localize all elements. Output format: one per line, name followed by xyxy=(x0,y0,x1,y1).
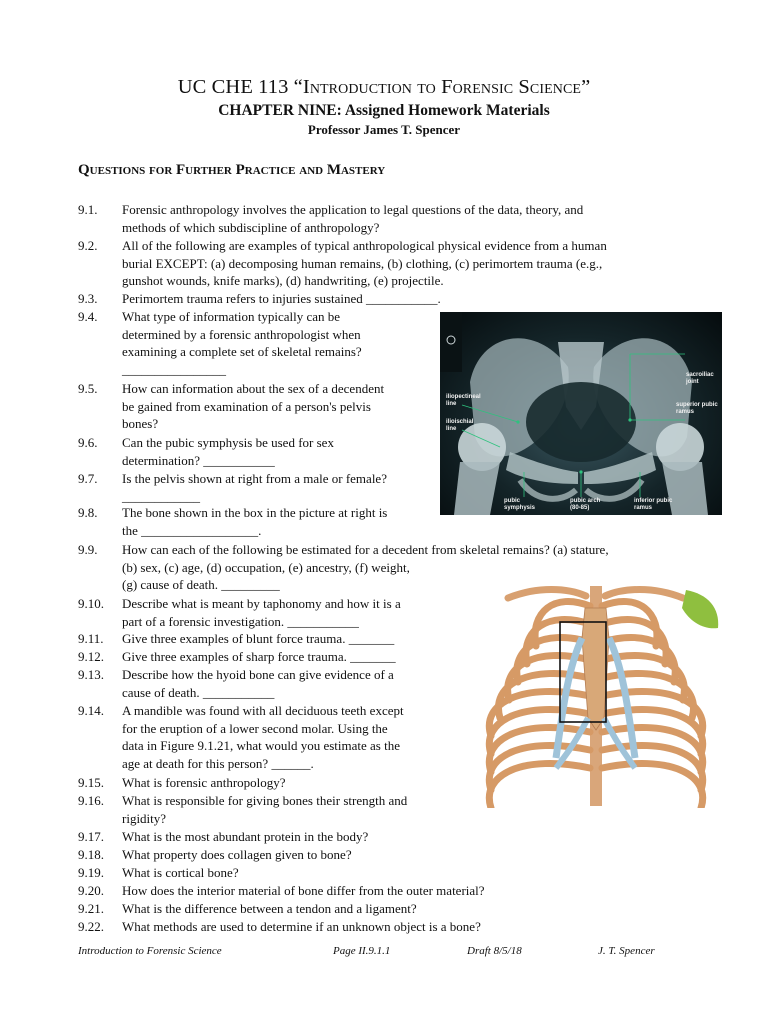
question-number: 9.20. xyxy=(78,883,104,898)
question-number: 9.14. xyxy=(78,703,104,718)
question-text xyxy=(122,666,394,701)
professor-name: Professor James T. Spencer xyxy=(307,122,461,137)
footer-draft-date: Draft 8/5/18 xyxy=(467,945,522,957)
question-line: Can the pubic symphysis be used for sex xyxy=(122,435,334,450)
footer-course: Introduction to Forensic Science xyxy=(78,945,222,957)
question-line: ____________ xyxy=(122,488,200,504)
question-line: A mandible was found with all deciduous teeth except xyxy=(122,703,404,718)
question-text xyxy=(122,595,401,630)
footer-page-number: Page II.9.1.1 xyxy=(333,945,391,957)
footer-author: J. T. Spencer xyxy=(598,945,655,957)
question-text xyxy=(122,774,286,792)
title-main: Introduction to Forensic Science xyxy=(302,76,582,98)
xray-label-sacroiliac: sacroiliac joint xyxy=(686,372,714,385)
question-line: (g) cause of death. _________ xyxy=(122,577,280,593)
question-line: What property does collagen given to bone? xyxy=(122,847,352,862)
xray-label-iliopectineal: iliopectineal line xyxy=(446,394,481,407)
question-number: 9.16. xyxy=(78,793,104,808)
question-number: 9.2. xyxy=(78,238,98,253)
ribcage-illustration xyxy=(468,578,723,808)
question-line: All of the following are examples of typical anthropological physical evidence from a human xyxy=(122,238,607,253)
question-line: Perimortem trauma refers to injuries sustained ___________. xyxy=(122,291,441,306)
question-line: data in Figure 9.1.21, what would you estimate as the xyxy=(122,738,401,754)
question-line: part of a forensic investigation. ___________ xyxy=(122,613,359,629)
question-number: 9.8. xyxy=(78,505,98,520)
page-footer xyxy=(0,945,768,959)
question-line: burial EXCEPT: (a) decomposing human remains, (b) clothing, (c) perimortem trauma (e.g., xyxy=(122,255,603,271)
question-text xyxy=(122,201,583,236)
question-number: 9.1. xyxy=(78,202,98,217)
chapter-subtitle: CHAPTER NINE: Assigned Homework Materials xyxy=(218,102,550,119)
question-line: bones? xyxy=(122,416,159,432)
question-line: (b) sex, (c) age, (d) occupation, (e) ancestry, (f) weight, xyxy=(122,559,410,575)
question-number: 9.3. xyxy=(78,291,98,306)
question-line: be gained from examination of a person's pelvis xyxy=(122,398,371,414)
question-text xyxy=(122,828,368,846)
title-prefix: UC CHE 113 “ xyxy=(177,76,303,98)
question-number: 9.21. xyxy=(78,901,104,916)
question-number: 9.9. xyxy=(78,542,98,557)
question-text xyxy=(122,648,396,666)
question-line: Give three examples of sharp force trauma. _______ xyxy=(122,649,396,664)
question-line: How can each of the following be estimated for a decedent from skeletal remains? (a) stature, xyxy=(122,542,609,557)
title-suffix: ” xyxy=(581,76,591,98)
question-line: methods of which subdiscipline of anthropology? xyxy=(122,219,380,235)
xray-label-ilioischial: ilioischial line xyxy=(446,419,474,432)
xray-label-inferior-pubic-ramus: inferior pubic ramus xyxy=(634,498,673,511)
question-text xyxy=(122,434,334,469)
xray-label-pubic-symphysis: pubic symphysis xyxy=(504,498,536,511)
question-text xyxy=(122,380,384,433)
question-number: 9.12. xyxy=(78,649,104,664)
question-text xyxy=(122,504,387,539)
question-line: Describe how the hyoid bone can give evidence of a xyxy=(122,667,394,682)
question-text xyxy=(122,792,407,827)
question-number: 9.17. xyxy=(78,829,104,844)
question-line: What type of information typically can be xyxy=(122,309,341,324)
question-line: age at death for this person? ______. xyxy=(122,755,314,771)
question-line: Give three examples of blunt force trauma. _______ xyxy=(122,631,395,646)
question-number: 9.22. xyxy=(78,919,104,934)
question-line: cause of death. ___________ xyxy=(122,684,275,700)
question-line: What is forensic anthropology? xyxy=(122,775,286,790)
question-line: Describe what is meant by taphonomy and how it is a xyxy=(122,596,401,611)
question-number: 9.15. xyxy=(78,775,104,790)
question-text xyxy=(122,237,607,290)
question-text xyxy=(122,702,404,772)
question-number: 9.5. xyxy=(78,381,98,396)
question-text xyxy=(122,864,239,882)
question-line: for the eruption of a lower second molar. Using the xyxy=(122,720,388,736)
question-text xyxy=(122,630,394,648)
question-line: rigidity? xyxy=(122,810,167,826)
question-line: the __________________. xyxy=(122,522,262,538)
question-text xyxy=(122,918,481,936)
question-line: How does the interior material of bone differ from the outer material? xyxy=(122,883,485,898)
question-number: 9.19. xyxy=(78,865,104,880)
question-line: gunshot wounds, knife marks), (d) handwriting, (e) projectile. xyxy=(122,273,444,289)
question-line: What is cortical bone? xyxy=(122,865,239,880)
question-line: How can information about the sex of a decendent xyxy=(122,381,385,396)
section-heading: Questions for Further Practice and Mastery xyxy=(78,162,386,178)
xray-label-superior-pubic-ramus: superior pubic ramus xyxy=(676,402,718,415)
question-line: The bone shown in the box in the picture at right is xyxy=(122,505,388,520)
question-line: What is the difference between a tendon and a ligament? xyxy=(122,901,417,916)
document-title xyxy=(0,76,768,99)
question-line: Is the pelvis shown at right from a male or female? xyxy=(122,471,387,486)
question-line: ________________ xyxy=(122,361,226,377)
question-line: What is the most abundant protein in the body? xyxy=(122,829,369,844)
question-text xyxy=(122,308,362,378)
question-text xyxy=(122,882,485,900)
xray-label-pubic-arch: pubic arch (80-85) xyxy=(570,498,601,511)
question-number: 9.13. xyxy=(78,667,104,682)
question-line: examining a complete set of skeletal remains? xyxy=(122,344,362,360)
question-text xyxy=(122,470,387,505)
question-text xyxy=(122,846,352,864)
question-line: determination? ___________ xyxy=(122,452,275,468)
question-line: determined by a forensic anthropologist when xyxy=(122,326,361,342)
pelvis-xray-image xyxy=(440,312,722,515)
question-number: 9.11. xyxy=(78,631,104,646)
question-line: What is responsible for giving bones their strength and xyxy=(122,793,408,808)
question-number: 9.4. xyxy=(78,309,98,324)
question-line: Forensic anthropology involves the application to legal questions of the data, theory, and xyxy=(122,202,584,217)
question-text xyxy=(122,290,441,308)
question-number: 9.6. xyxy=(78,435,98,450)
question-number: 9.10. xyxy=(78,596,104,611)
question-number: 9.7. xyxy=(78,471,98,486)
question-line: What methods are used to determine if an unknown object is a bone? xyxy=(122,919,481,934)
question-number: 9.18. xyxy=(78,847,104,862)
question-text xyxy=(122,900,417,918)
